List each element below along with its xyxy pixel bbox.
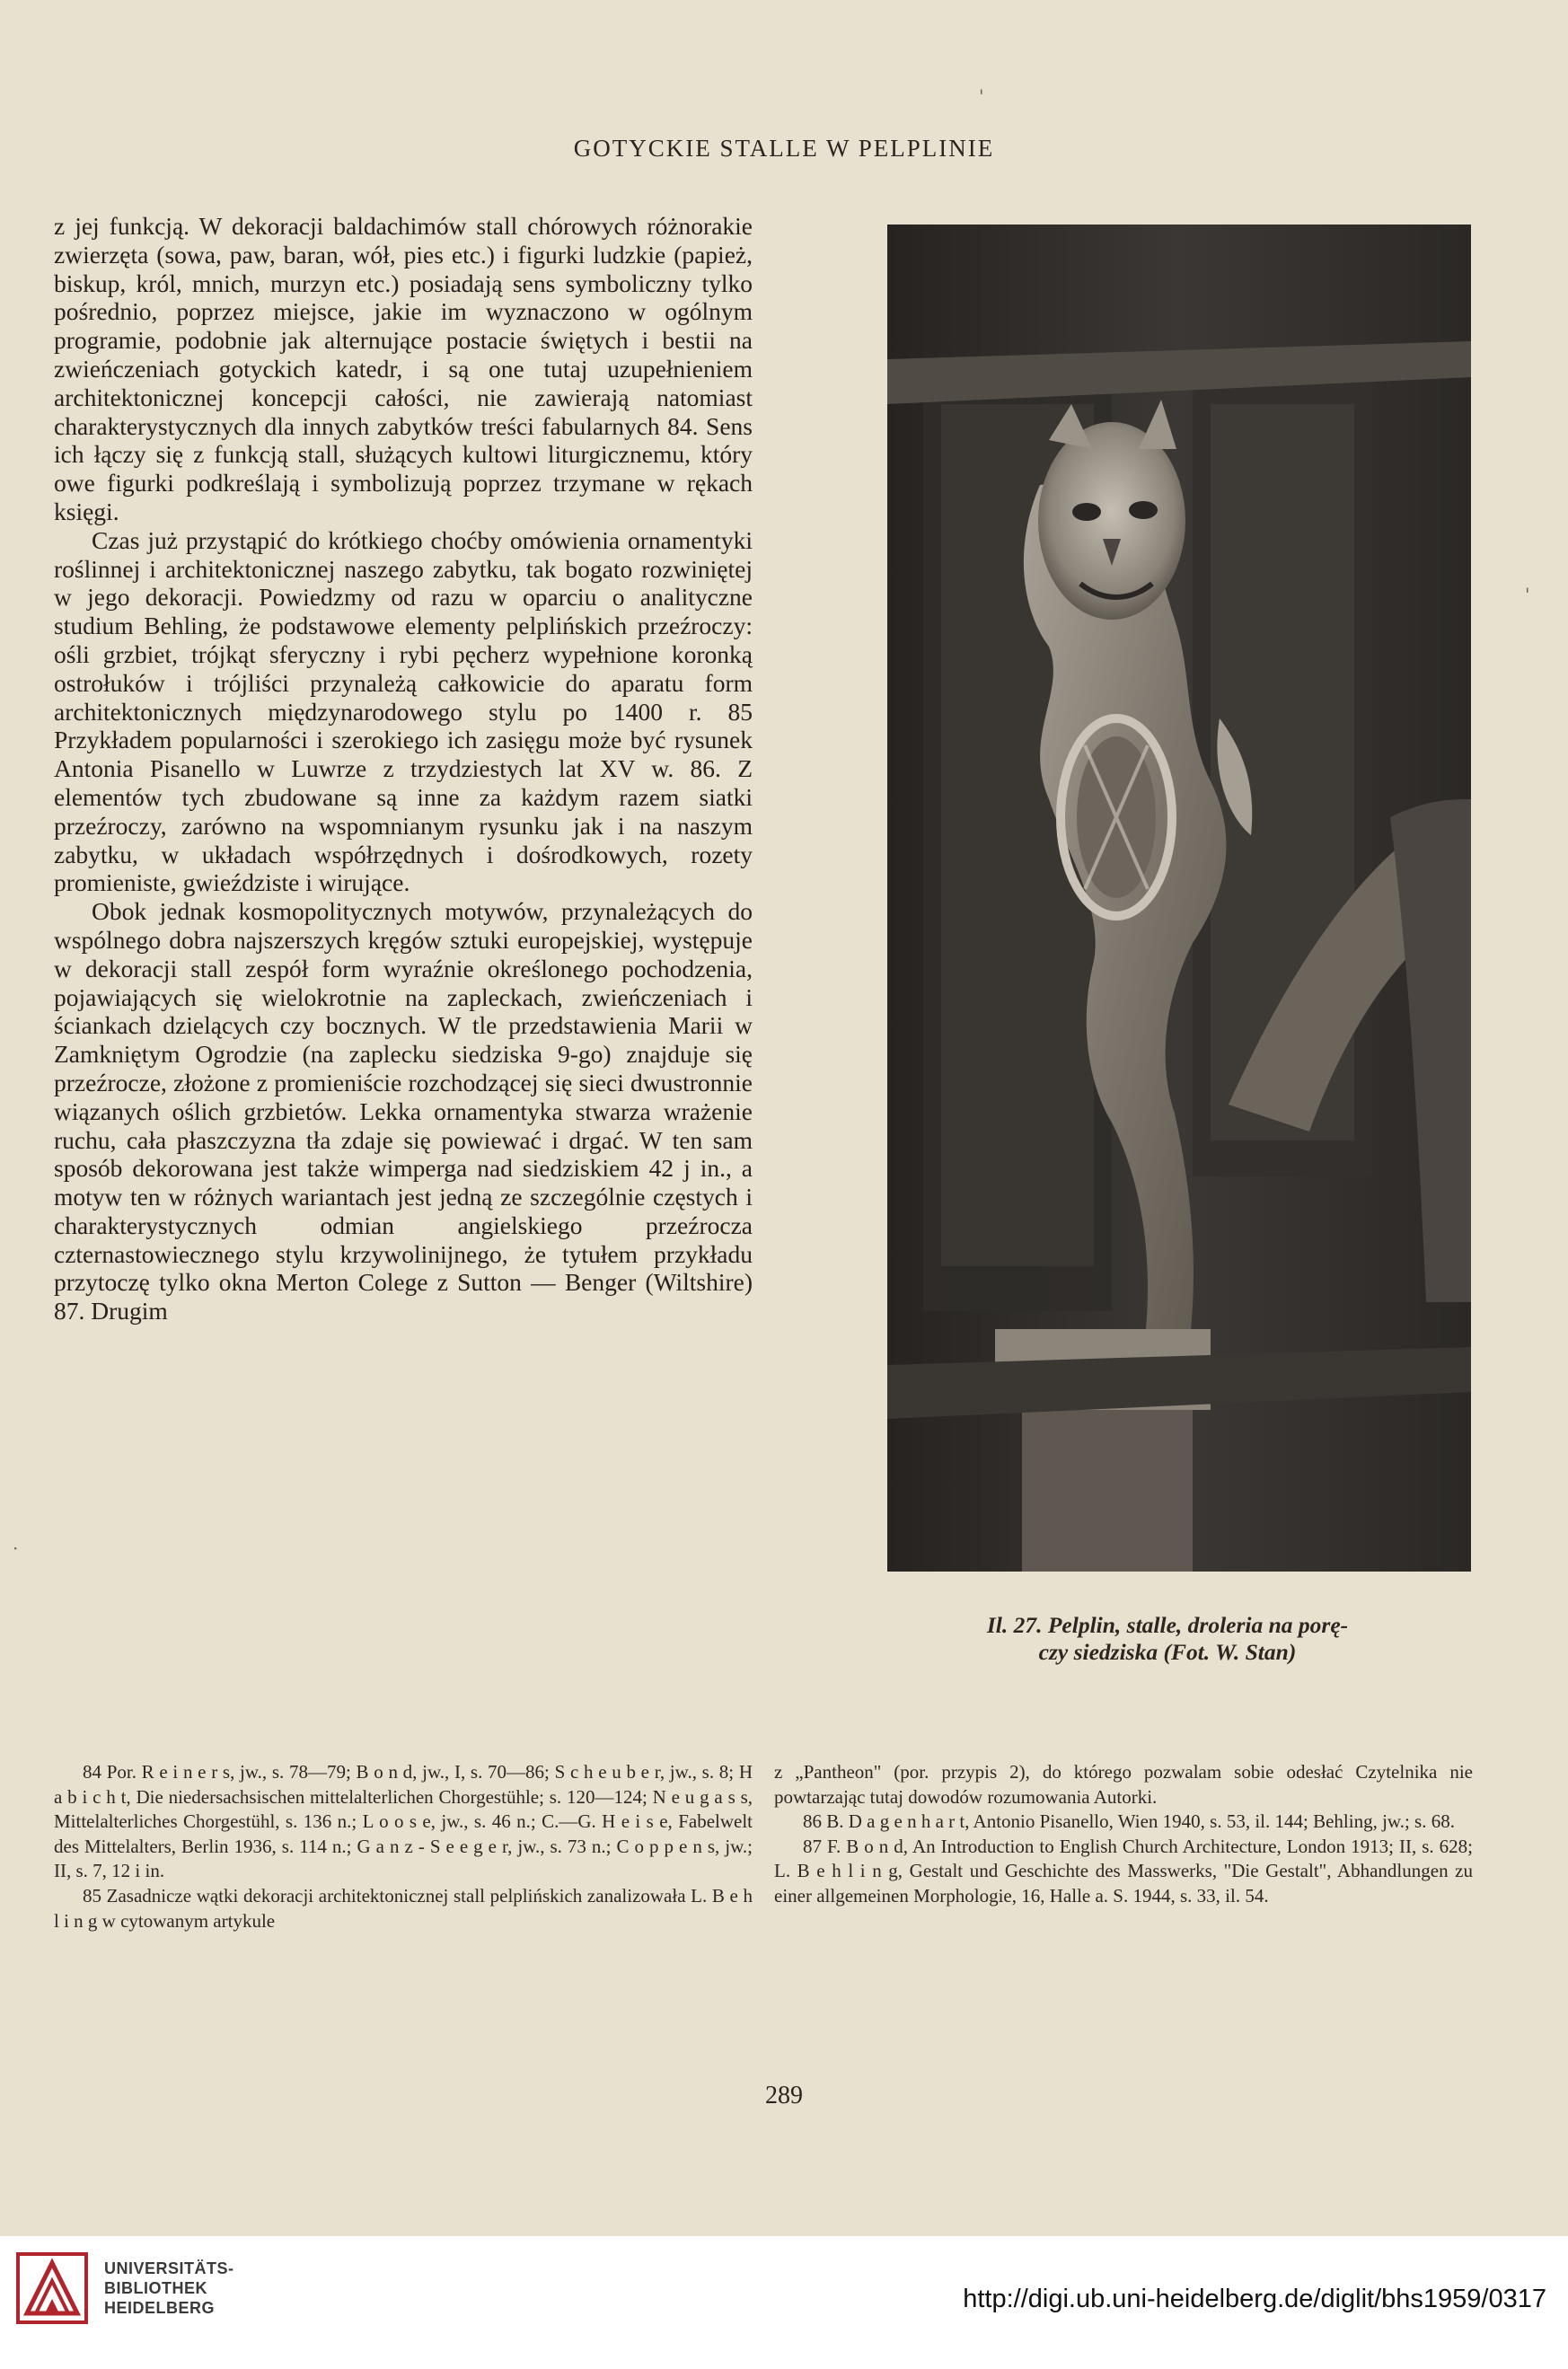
footnotes-left-column [54,1760,753,1933]
caption-line: czy siedziska (Fot. W. Stan) [1038,1639,1297,1665]
body-paragraph: Obok jednak kosmopolitycznych motywów, przynależących do wspólnego dobra najszerszych kręgów sztuki europejskiej, występuje w dekoracji stall zespół form wyraźnie określonego pochodzenia, pojawiających się wielokrotnie na zapleckach, zwieńczeniach i ściankach dzielących czy bocznych. W tle przedstawienia Marii w Zamkniętym Ogrodzie (na zaplecku siedziska 9-go) znajduje się przeźrocze, złożone z promieniście rozchodzącej się sieci dwustronnie wiązanych oślich grzbietów. Lekka ornamentyka stwarza wrażenie ruchu, cała płaszczyzna tła zdaje się powiewać i drgać. W ten sam sposób dekorowana jest także wimperga nad siedziskiem 42 j in., a motyw ten w różnych wariantach jest jedną ze szczególnie częstych i charakterystycznych odmian angielskiego przeźrocza czternastowiecznego stylu krzywolinijnego, że tytułem przykładu przytoczę tylko okna Merton Colege z Sutton — Benger (Wiltshire) 87. Drugim [54,897,753,1325]
footnotes [54,1760,1473,1933]
scan-speck: · [13,1537,19,1559]
library-name-line: UNIVERSITÄTS- [104,2259,234,2277]
figure-caption [862,1612,1473,1666]
footnote: 85 Zasadnicze wątki dekoracji architektonicznej stall pelplińskich zanalizowała L. B e h l i n g w cytowanym artykule [54,1884,753,1932]
library-name-line: HEIDELBERG [104,2299,216,2317]
library-name [104,2259,234,2318]
caption-line: Il. 27. Pelplin, stalle, droleria na porę- [986,1612,1349,1638]
figure-photo [887,225,1471,1572]
library-logo[interactable] [16,2252,234,2324]
running-head: GOTYCKIE STALLE W PELPLINIE [573,135,995,162]
footnote: 86 B. D a g e n h a r t, Antonio Pisanello, Wien 1940, s. 53, il. 144; Behling, jw.; s. 68. [803,1810,1455,1833]
body-paragraph: z jej funkcją. W dekoracji baldachimów stall chórowych różnorakie zwierzęta (sowa, paw, baran, wół, pies etc.) i figurki ludzkie (papież, biskup, król, mnich, murzyn etc.) posiadają sens symboliczny tylko pośrednio, poprzez miejsce, jakie im wyznaczono w ogólnym programie, podobnie jak alternujące postacie świętych i bestii na zwieńczeniach gotyckich katedr, i są one tutaj uzupełnieniem architektonicznej koncepcji całości, nie zawierają natomiast charakterystycznych dla innych zabytków treści fabularnych 84. Sens ich łączy się z funkcją stall, służących kultowi liturgicznemu, który owe figurki podkreślają i symbolizują poprzez trzymane w rękach księgi. [54,212,753,525]
stall-carving-photo [887,225,1471,1572]
scan-speck: ' [1525,584,1530,605]
footnotes-right-column [774,1760,1473,1933]
digitization-footer [0,2236,1568,2369]
university-library-logo-icon [16,2252,88,2324]
body-text [54,212,753,1325]
footnote: z „Pantheon" (por. przypis 2), do którego pozwalam sobie odesłać Czytelnika nie powtarzając tutaj dowodów rozumowania Autorki. [774,1761,1473,1808]
footnote: 87 F. B o n d, An Introduction to English Church Architecture, London 1913; II, s. 628; L. B e h l i n g, Gestalt und Geschichte des Masswerks, "Die Gestalt", Abhandlungen zu einer allgemeinen Morphologie, 16, Halle a. S. 1944, s. 33, il. 54. [774,1835,1473,1907]
footnote: 84 Por. R e i n e r s, jw., s. 78—79; B o n d, jw., I, s. 70—86; S c h e u b e r, jw., s. 8; H a b i c h t, Die niedersachsischen mittelalterlichen Chorgestühle; s. 120—124; N e u g a s s, Mittelalterliches Chorgestühl, s. 136 n.; L o o s e, jw., s. 46 n.; C.—G. H e i s e, Fabelwelt des Mittelalters, Berlin 1936, s. 114 n.; G a n z - S e e g e r, jw., s. 73 n.; C o p p e n s, jw.; II, s. 7, 12 i in. [54,1761,753,1882]
body-paragraph: Czas już przystąpić do krótkiego choćby omówienia ornamentyki roślinnej i architektonicznej naszego zabytku, tak bogato rozwiniętej w jego dekoracji. Powiedzmy od razu w oparciu o analityczne studium Behling, że podstawowe elementy pelplińskich przeźroczy: ośli grzbiet, trójkąt sferyczny i rybi pęcherz wypełnione koronką ostrołuków i trójliści przynależą całkowicie do aparatu form architektonicznych międzynarodowego stylu po 1400 r. 85 Przykładem popularności i szerokiego ich zasięgu może być rysunek Antonia Pisanello w Luwrze z trzydziestych lat XV w. 86. Z elementów tych zbudowane są inne za każdym razem siatki przeźroczy, zarówno na wspomnianym rysunku jak i na naszym zabytku, w układach współrzędnych i dośrodkowych, rozety promieniste, gwieździste i wirujące. [54,525,753,897]
library-name-line: BIBLIOTHEK [104,2279,207,2297]
scan-speck: ' [979,85,984,107]
page-number: 289 [765,2082,803,2109]
source-url-link[interactable]: http://digi.ub.uni-heidelberg.de/diglit/bhs1959/0317 [963,2285,1546,2313]
